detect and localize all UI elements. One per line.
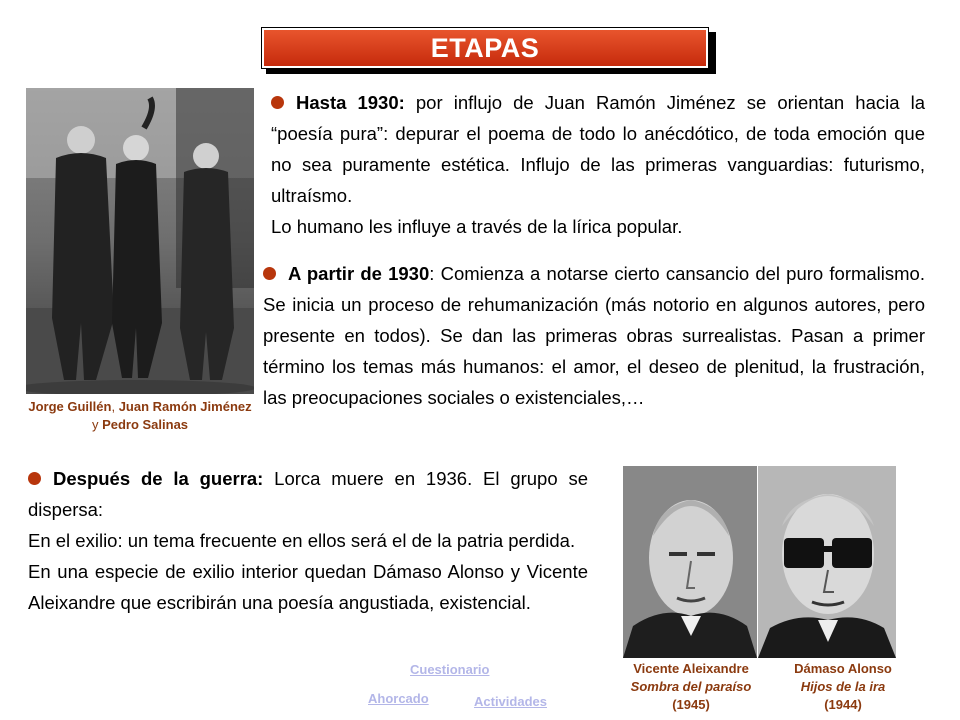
caption-sep: , [111,399,116,414]
section-lead: A partir de 1930 [288,263,430,284]
section-lead: Después de la guerra: [53,468,264,489]
photo-group [26,88,254,394]
cuestionario-link[interactable]: Cuestionario [410,662,490,677]
photo-group-caption [26,398,254,434]
caption-damaso [764,660,922,714]
caption-name-jimenez: Juan Ramón Jiménez [118,399,252,414]
bullet-icon [263,267,276,280]
bullet-icon [271,96,284,109]
caption-work: Sombra del paraíso [630,679,752,694]
caption-name: Dámaso Alonso [794,661,892,676]
section-lead: Hasta 1930: [296,92,405,113]
caption-sep: y [91,417,99,432]
bullet-icon [28,472,41,485]
section-body: por influjo de Juan Ramón Jiménez se orientan hacia la “poesía pura”: depurar el poema de todo lo anécdótico, de toda emoción que no sea puramente estética. Influjo de las primeras vanguardias: futurismo, ultraísmo. [271,92,926,206]
section-body: : Comienza a notarse cierto cansancio del puro formalismo. Se inicia un proceso de rehumanización (más notorio en algunos autores, pero presente en todos). Se dan las primeras obras surrealistas. Pasan a primer término los temas más humanos: el amor, el deseo de plenitud, la frustración, las preocupaciones sociales o existenciales,… [263,263,925,408]
section-a-partir-1930 [263,258,925,413]
page-title: ETAPAS [262,28,708,68]
caption-name: Vicente Aleixandre [633,661,749,676]
caption-work: Hijos de la ira [800,679,886,694]
caption-year: (1945) [672,697,710,712]
section-despues-guerra [28,463,588,618]
caption-aleixandre [600,660,782,714]
section-line: En una especie de exilio interior quedan Dámaso Alonso y Vicente Aleixandre que escribirán una poesía angustiada, existencial. [28,561,588,613]
photo-damaso [758,466,896,658]
photo-aleixandre [623,466,757,658]
actividades-link[interactable]: Actividades [474,694,547,709]
caption-year: (1944) [824,697,862,712]
section-line: En el exilio: un tema frecuente en ellos será el de la patria perdida. [28,530,576,551]
caption-name-salinas: Pedro Salinas [102,417,189,432]
section-hasta-1930 [271,87,925,242]
section-line: Lo humano les influye a través de la lírica popular. [271,216,683,237]
section-body: Lorca muere en 1936. El grupo se dispersa: [28,468,588,520]
ahorcado-link[interactable]: Ahorcado [368,691,429,706]
caption-name-guillen: Jorge Guillén [28,399,112,414]
